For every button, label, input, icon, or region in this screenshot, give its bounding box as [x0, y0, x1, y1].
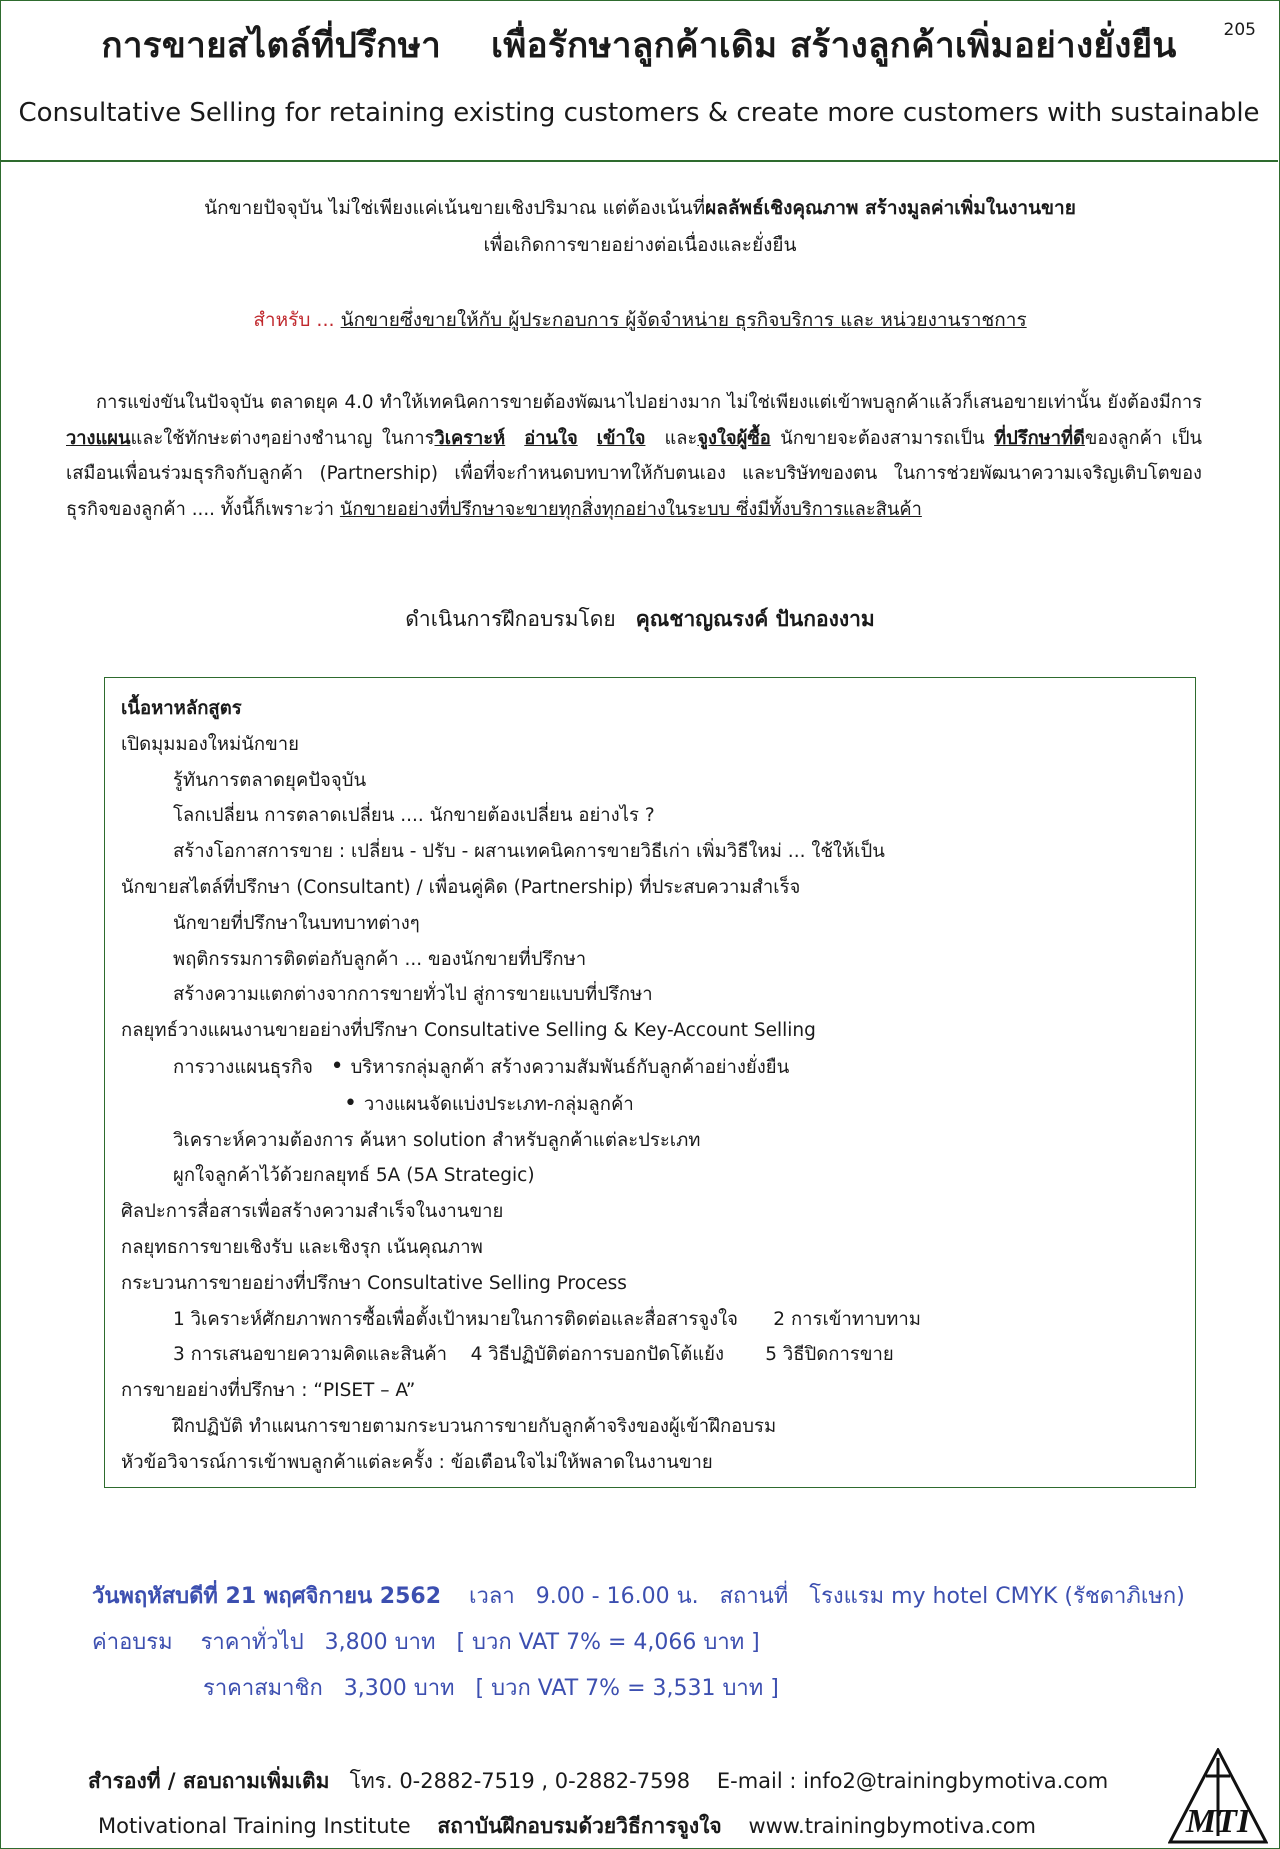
para-emphasis: ที่ปรึกษาที่ดี — [994, 427, 1085, 449]
para-text: และใช้ทักษะต่างๆอย่างชำนาญ ในการ — [130, 427, 435, 449]
para-emphasis: อ่านใจ — [524, 427, 578, 449]
para-text: ของลูกค้า เป็นเสมือนเพื่อนร่วมธุรกิจกับลูกค้า (Partnership) เพื่อที่จะกำหนดบทบาทให้กับตนเอง และบริษัทของตน ในการช่วยพัฒนาความเจริญเติบโตของธุรกิจของลูกค้า .... ทั้งนี้ก็เพราะว่า — [66, 427, 1202, 520]
course-subtopic: โลกเปลี่ยน การตลาดเปลี่ยน .... นักขายต้องเปลี่ยน อย่างไร ? — [173, 805, 655, 827]
course-topic: การขายอย่างที่ปรึกษา : “PISET – A” — [121, 1380, 416, 1402]
para-text: การแข่งขันในปัจจุบัน ตลาดยุค 4.0 ทำให้เทคนิคการขายต้องพัฒนาไปอย่างมาก ไม่ใช่เพียงแต่เข้าพบลูกค้าแล้วก็เสนอขายเท่านั้น ยังต้องมีการ — [96, 392, 1202, 413]
member-price: 3,300 บาท — [343, 1676, 455, 1701]
institute-name-en: Motivational Training Institute — [98, 1814, 411, 1838]
intro-emphasis: ผลลัพธ์เชิงคุณภาพ สร้างมูลค่าเพิ่มในงานขาย — [705, 197, 1076, 219]
trainer-label: ดำเนินการฝึกอบรมโดย — [405, 607, 616, 631]
course-content-heading: เนื้อหาหลักสูตร — [121, 698, 242, 719]
course-subtopic — [121, 1086, 1185, 1123]
general-price-vat: [ บวก VAT 7% = 4,066 บาท ] — [456, 1630, 760, 1655]
course-topic: นักขายสไตล์ที่ปรึกษา (Consultant) / เพื่อนคู่คิด (Partnership) ที่ประสบความสำเร็จ — [121, 876, 801, 898]
course-subtopic: วิเคราะห์ความต้องการ ค้นหา solution สำหรับลูกค้าแต่ละประเภท — [173, 1129, 701, 1151]
logo-text: MTI — [1185, 1803, 1251, 1840]
course-topic: หัวข้อวิจารณ์การเข้าพบลูกค้าแต่ละครั้ง : ข้อเตือนใจไม่ให้พลาดในงานขาย — [121, 1451, 713, 1473]
course-subtopic: นักขายที่ปรึกษาในบทบาทต่างๆ — [173, 912, 420, 934]
para-emphasis: เข้าใจ — [596, 427, 646, 449]
venue-label: สถานที่ — [719, 1584, 789, 1609]
course-subtopic: สร้างความแตกต่างจากการขายทั่วไป สู่การขายแบบที่ปรึกษา — [173, 984, 653, 1006]
para-text: นักขายจะต้องสามารถเป็น — [770, 427, 995, 449]
schedule-date: วันพฤหัสบดีที่ 21 พฤศจิกายน 2562 — [92, 1584, 442, 1609]
trainer-name: คุณชาญณรงค์ ปันกองงาม — [635, 607, 875, 631]
contact-phone[interactable]: โทร. 0-2882-7519 , 0-2882-7598 — [349, 1769, 691, 1793]
business-planning-label: การวางแผนธุรกิจ — [173, 1056, 314, 1078]
member-price-vat: [ บวก VAT 7% = 3,531 บาท ] — [475, 1676, 779, 1701]
website-link[interactable]: www.trainingbymotiva.com — [748, 1814, 1037, 1838]
page-title: การขายสไตล์ที่ปรึกษา เพื่อรักษาลูกค้าเดิม สร้างลูกค้าเพิ่มอย่างยั่งยืน — [101, 26, 1177, 66]
time-label: เวลา — [469, 1584, 515, 1609]
member-fee-line — [203, 1670, 779, 1705]
bullet-item: วางแผนจัดแบ่งประเภท-กลุ่มลูกค้า — [363, 1093, 634, 1115]
course-topic: ศิลปะการสื่อสารเพื่อสร้างความสำเร็จในงานขาย — [121, 1201, 504, 1223]
schedule-venue: โรงแรม my hotel CMYK (รัชดาภิเษก) — [809, 1584, 1185, 1609]
para-underline: นักขายอย่างที่ปรึกษาจะขายทุกสิ่งทุกอย่างในระบบ ซึ่งมีทั้งบริการและสินค้า — [339, 498, 922, 520]
fee-label: ค่าอบรม — [92, 1630, 173, 1655]
course-subtopic: พฤติกรรมการติดต่อกับลูกค้า ... ของนักขายที่ปรึกษา — [173, 948, 587, 970]
course-topic: กลยุทธ์วางแผนงานขายอย่างที่ปรึกษา Consultative Selling & Key-Account Selling — [121, 1020, 816, 1042]
member-price-label: ราคาสมาชิก — [203, 1676, 323, 1701]
course-content-box — [104, 677, 1196, 1488]
course-topic: กลยุทธการขายเชิงรับ และเชิงรุก เน้นคุณภาพ — [121, 1236, 483, 1258]
institute-line — [98, 1810, 1036, 1843]
course-subtopic: สร้างโอกาสการขาย : เปลี่ยน - ปรับ - ผสานเทคนิคการขายวิธีเก่า เพิ่มวิธีใหม่ ... ใช้ให้เป็น — [173, 841, 885, 863]
schedule-time: 9.00 - 16.00 น. — [535, 1584, 699, 1609]
contact-line — [88, 1765, 1108, 1798]
course-subtopic — [121, 1049, 1185, 1086]
audience-line — [0, 305, 1280, 335]
intro-line-1 — [0, 193, 1280, 223]
para-text: และ — [664, 427, 698, 449]
bullet-icon: • — [344, 1090, 357, 1116]
fee-line — [92, 1624, 760, 1659]
contact-label: สำรองที่ / สอบถามเพิ่มเติม — [88, 1769, 330, 1793]
course-content — [121, 691, 1185, 1481]
course-topic: กระบวนการขายอย่างที่ปรึกษา Consultative Selling Process — [121, 1272, 627, 1294]
intro-text: นักขายปัจจุบัน ไม่ใช่เพียงแค่เน้นขายเชิงปริมาณ แต่ต้องเน้นที่ — [204, 197, 706, 219]
course-subtopic: 3 การเสนอขายความคิดและสินค้า 4 วิธีปฏิบัติต่อการบอกปัดโต้แย้ง 5 วิธีปิดการขาย — [173, 1344, 894, 1366]
header — [0, 0, 1278, 162]
bullet-item: บริหารกลุ่มลูกค้า สร้างความสัมพันธ์กับลูกค้าอย่างยั่งยืน — [350, 1056, 790, 1078]
general-price: 3,800 บาท — [324, 1630, 436, 1655]
institute-name-th: สถาบันฝึกอบรมด้วยวิธีการจูงใจ — [437, 1814, 722, 1838]
para-emphasis: วิเคราะห์ — [434, 427, 506, 449]
course-subtopic: ฝึกปฏิบัติ ทำแผนการขายตามกระบวนการขายกับลูกค้าจริงของผู้เข้าฝึกอบรม — [173, 1415, 777, 1437]
para-emphasis: จูงใจผู้ซื้อ — [697, 427, 771, 449]
contact-email[interactable]: E-mail : info2@trainingbymotiva.com — [716, 1769, 1109, 1793]
bullet-icon: • — [330, 1053, 344, 1079]
trainer-line — [0, 603, 1280, 636]
page-subtitle: Consultative Selling for retaining existing customers & create more customers with sustainable — [18, 98, 1260, 128]
audience-label: สำหรับ ... — [253, 309, 335, 331]
course-topic: เปิดมุมมองใหม่นักขาย — [121, 733, 299, 755]
general-price-label: ราคาทั่วไป — [200, 1630, 304, 1655]
description-paragraph — [66, 385, 1202, 527]
course-subtopic: รู้ทันการตลาดยุคปัจจุบัน — [173, 769, 367, 791]
audience-text: นักขายซึ่งขายให้กับ ผู้ประกอบการ ผู้จัดจำหน่าย ธุรกิจบริการ และ หน่วยงานราชการ — [340, 309, 1027, 331]
course-subtopic: ผูกใจลูกค้าไว้ด้วยกลยุทธ์ 5A (5A Strategic) — [173, 1165, 535, 1187]
para-emphasis: วางแผน — [66, 427, 131, 449]
page-number: 205 — [1223, 20, 1256, 40]
schedule-line — [92, 1578, 1185, 1613]
mti-logo — [1168, 1748, 1268, 1844]
intro-line-2: เพื่อเกิดการขายอย่างต่อเนื่องและยั่งยืน — [483, 234, 797, 256]
course-subtopic: 1 วิเคราะห์ศักยภาพการซื้อเพื่อตั้งเป้าหมายในการติดต่อและสื่อสารจูงใจ 2 การเข้าทาบทาม — [173, 1308, 921, 1330]
